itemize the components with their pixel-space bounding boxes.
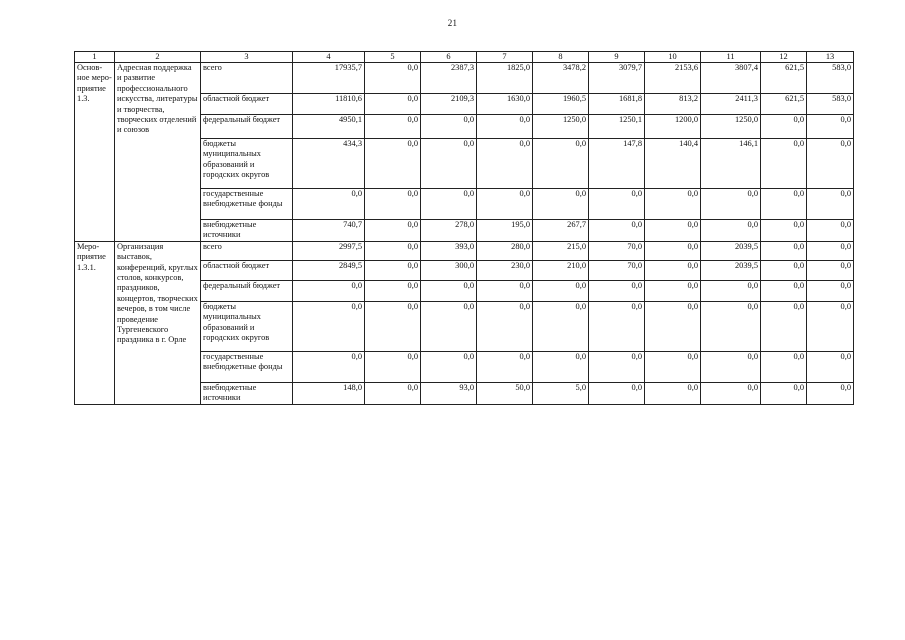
amount-cell: 0,0 [293,280,365,301]
amount-cell: 0,0 [533,301,589,351]
amount-cell: 70,0 [589,241,645,260]
amount-cell: 0,0 [807,115,854,139]
amount-cell: 0,0 [589,382,645,404]
amount-cell: 0,0 [589,301,645,351]
amount-cell: 0,0 [761,115,807,139]
activity-code-cell: Основ-ное меро-приятие 1.3. [75,63,115,242]
amount-cell: 2039,5 [701,241,761,260]
amount-cell: 2109,3 [421,94,477,115]
amount-cell: 1825,0 [477,63,533,94]
amount-cell: 0,0 [701,301,761,351]
amount-cell: 280,0 [477,241,533,260]
amount-cell: 0,0 [365,301,421,351]
column-number-header: 9 [589,52,645,63]
amount-cell: 0,0 [293,351,365,382]
amount-cell: 0,0 [807,260,854,280]
amount-cell: 267,7 [533,220,589,242]
amount-cell: 0,0 [701,351,761,382]
amount-cell: 3478,2 [533,63,589,94]
amount-cell: 0,0 [761,301,807,351]
amount-cell: 0,0 [645,382,701,404]
amount-cell: 0,0 [365,63,421,94]
amount-cell: 1630,0 [477,94,533,115]
amount-cell: 583,0 [807,63,854,94]
funding-source-cell: внебюджетные источники [201,220,293,242]
amount-cell: 230,0 [477,260,533,280]
amount-cell: 393,0 [421,241,477,260]
amount-cell: 2153,6 [645,63,701,94]
amount-cell: 0,0 [807,220,854,242]
amount-cell: 1200,0 [645,115,701,139]
amount-cell: 2411,3 [701,94,761,115]
amount-cell: 0,0 [589,351,645,382]
table-row [75,63,854,94]
amount-cell: 0,0 [807,301,854,351]
amount-cell: 0,0 [761,280,807,301]
table-row [75,241,854,260]
amount-cell: 0,0 [807,351,854,382]
amount-cell: 0,0 [365,220,421,242]
amount-cell: 0,0 [477,139,533,189]
amount-cell: 0,0 [761,260,807,280]
amount-cell: 0,0 [645,301,701,351]
column-number-header: 4 [293,52,365,63]
amount-cell: 0,0 [293,189,365,220]
amount-cell: 0,0 [807,189,854,220]
amount-cell: 0,0 [533,139,589,189]
column-number-header: 11 [701,52,761,63]
budget-table [74,51,854,405]
amount-cell: 0,0 [477,189,533,220]
amount-cell: 0,0 [761,139,807,189]
amount-cell: 210,0 [533,260,589,280]
amount-cell: 0,0 [807,241,854,260]
amount-cell: 0,0 [589,220,645,242]
amount-cell: 215,0 [533,241,589,260]
funding-source-cell: внебюджетные источники [201,382,293,404]
amount-cell: 0,0 [701,280,761,301]
amount-cell: 0,0 [761,351,807,382]
amount-cell: 0,0 [807,280,854,301]
amount-cell: 0,0 [701,189,761,220]
amount-cell: 0,0 [421,351,477,382]
amount-cell: 17935,7 [293,63,365,94]
page-number: 21 [447,18,458,28]
amount-cell: 300,0 [421,260,477,280]
amount-cell: 70,0 [589,260,645,280]
amount-cell: 50,0 [477,382,533,404]
amount-cell: 0,0 [365,94,421,115]
amount-cell: 0,0 [365,382,421,404]
amount-cell: 1250,0 [533,115,589,139]
amount-cell: 0,0 [533,189,589,220]
amount-cell: 0,0 [477,351,533,382]
column-number-header: 7 [477,52,533,63]
amount-cell: 0,0 [421,301,477,351]
column-number-header: 3 [201,52,293,63]
amount-cell: 147,8 [589,139,645,189]
funding-source-cell: бюджеты муниципальных образований и городских округов [201,301,293,351]
amount-cell: 0,0 [421,189,477,220]
funding-source-cell: государственные внебюджетные фонды [201,189,293,220]
amount-cell: 621,5 [761,63,807,94]
amount-cell: 2387,3 [421,63,477,94]
amount-cell: 434,3 [293,139,365,189]
amount-cell: 0,0 [807,382,854,404]
amount-cell: 0,0 [477,301,533,351]
amount-cell: 0,0 [701,220,761,242]
amount-cell: 278,0 [421,220,477,242]
amount-cell: 146,1 [701,139,761,189]
amount-cell: 0,0 [645,351,701,382]
amount-cell: 0,0 [365,241,421,260]
amount-cell: 4950,1 [293,115,365,139]
amount-cell: 148,0 [293,382,365,404]
amount-cell: 3807,4 [701,63,761,94]
amount-cell: 0,0 [807,139,854,189]
amount-cell: 0,0 [365,189,421,220]
amount-cell: 0,0 [365,260,421,280]
amount-cell: 0,0 [365,115,421,139]
amount-cell: 5,0 [533,382,589,404]
amount-cell: 0,0 [761,241,807,260]
column-number-header: 5 [365,52,421,63]
amount-cell: 0,0 [365,351,421,382]
amount-cell: 2039,5 [701,260,761,280]
amount-cell: 0,0 [421,115,477,139]
amount-cell: 0,0 [589,280,645,301]
amount-cell: 0,0 [701,382,761,404]
amount-cell: 0,0 [589,189,645,220]
amount-cell: 1250,0 [701,115,761,139]
column-number-header: 2 [115,52,201,63]
funding-source-cell: областной бюджет [201,260,293,280]
amount-cell: 1250,1 [589,115,645,139]
activity-title-cell: Адресная поддержка и развитие профессионального искусства, литературы и творчества, творческих отделений и союзов [115,63,201,242]
column-number-header: 8 [533,52,589,63]
funding-source-cell: федеральный бюджет [201,280,293,301]
activity-title-cell: Организация выставок, конференций, круглых столов, конкурсов, праздников, концертов, творческих вечеров, в том числе проведение Тургеневского праздника в г. Орле [115,241,201,404]
column-number-header: 13 [807,52,854,63]
amount-cell: 740,7 [293,220,365,242]
amount-cell: 0,0 [761,382,807,404]
amount-cell: 0,0 [477,280,533,301]
amount-cell: 0,0 [421,139,477,189]
amount-cell: 0,0 [533,280,589,301]
amount-cell: 583,0 [807,94,854,115]
funding-source-cell: бюджеты муниципальных образований и городских округов [201,139,293,189]
header-row [75,52,854,63]
amount-cell: 0,0 [645,241,701,260]
amount-cell: 0,0 [645,220,701,242]
amount-cell: 813,2 [645,94,701,115]
amount-cell: 93,0 [421,382,477,404]
amount-cell: 0,0 [761,220,807,242]
activity-code-cell: Меро-приятие 1.3.1. [75,241,115,404]
column-number-header: 6 [421,52,477,63]
amount-cell: 11810,6 [293,94,365,115]
column-number-header: 10 [645,52,701,63]
amount-cell: 0,0 [645,189,701,220]
amount-cell: 3079,7 [589,63,645,94]
amount-cell: 2997,5 [293,241,365,260]
amount-cell: 0,0 [761,189,807,220]
amount-cell: 195,0 [477,220,533,242]
amount-cell: 0,0 [421,280,477,301]
amount-cell: 0,0 [645,260,701,280]
funding-source-cell: государственные внебюджетные фонды [201,351,293,382]
amount-cell: 0,0 [293,301,365,351]
column-number-header: 12 [761,52,807,63]
funding-source-cell: областной бюджет [201,94,293,115]
column-number-header: 1 [75,52,115,63]
amount-cell: 0,0 [365,280,421,301]
amount-cell: 0,0 [365,139,421,189]
funding-source-cell: федеральный бюджет [201,115,293,139]
amount-cell: 621,5 [761,94,807,115]
amount-cell: 1960,5 [533,94,589,115]
amount-cell: 0,0 [645,280,701,301]
amount-cell: 140,4 [645,139,701,189]
amount-cell: 0,0 [477,115,533,139]
amount-cell: 2849,5 [293,260,365,280]
amount-cell: 1681,8 [589,94,645,115]
funding-source-cell: всего [201,241,293,260]
amount-cell: 0,0 [533,351,589,382]
funding-source-cell: всего [201,63,293,94]
